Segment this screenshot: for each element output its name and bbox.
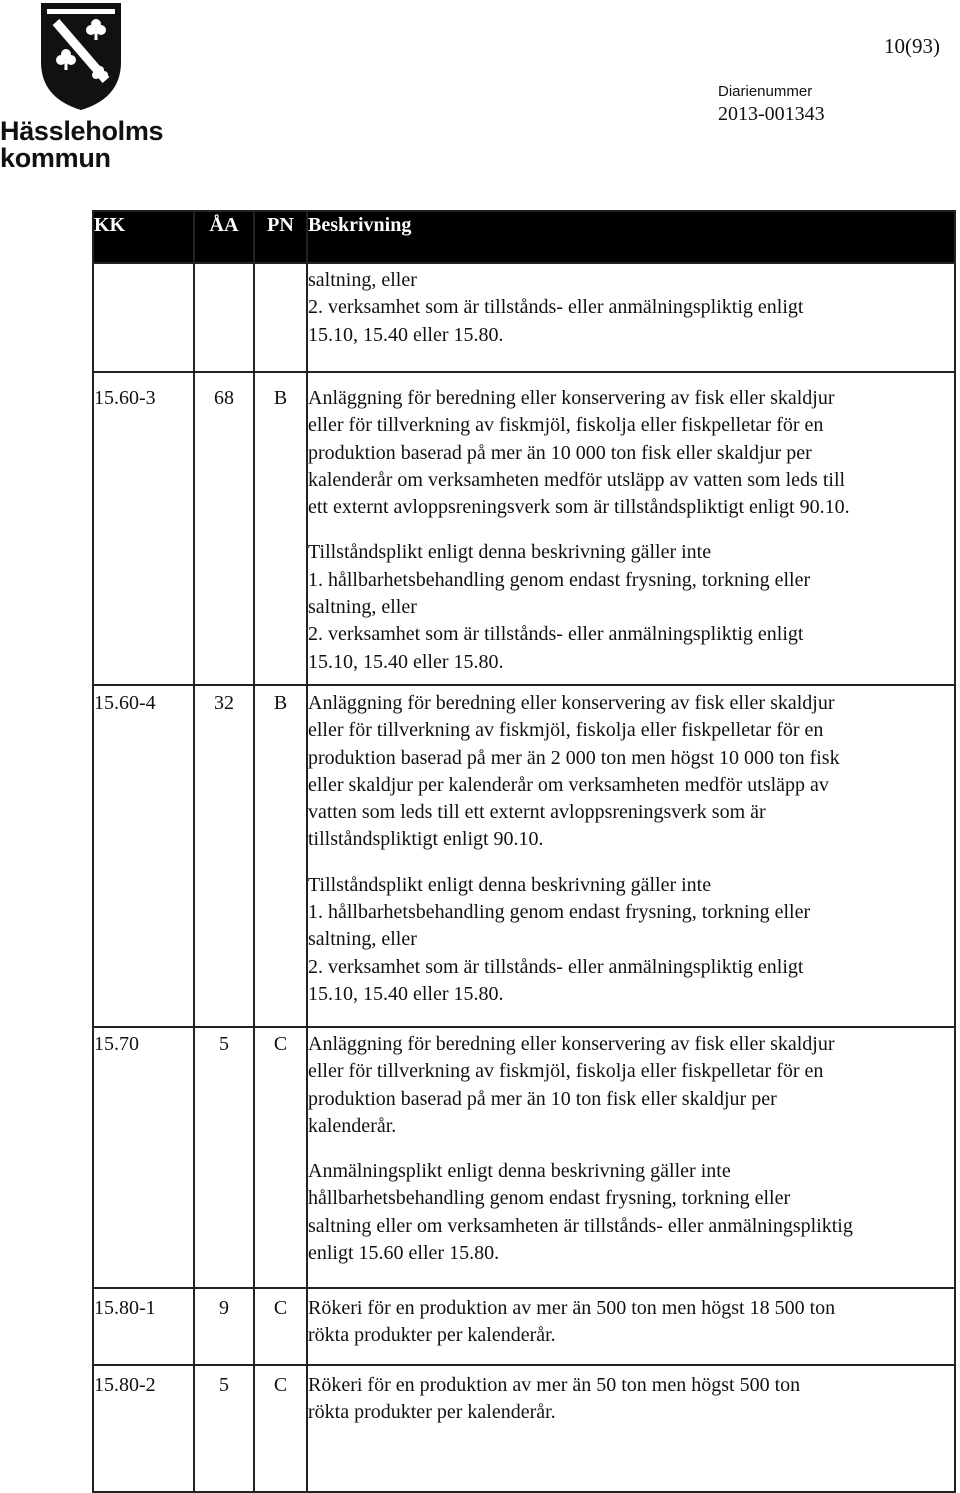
desc-line: 2. verksamhet som är tillstånds- eller anmälningspliktig enligt: [308, 296, 804, 319]
column-header-pn: PN: [254, 211, 307, 263]
exception-line: Anmälningsplikt enligt denna beskrivning gäller inte: [308, 1160, 731, 1183]
aa-value: 5: [194, 1027, 254, 1288]
desc-line: kalenderår om verksamheten medför utsläpp av vatten som leds till: [308, 468, 846, 491]
column-header-description: Beskrivning: [307, 211, 955, 263]
kk-code: 15.80-2: [93, 1365, 194, 1492]
desc-line: Anläggning för beredning eller konservering av fisk eller skaldjur: [308, 387, 835, 409]
pn-value: C: [254, 1365, 307, 1492]
diarienummer-value: 2013-001343: [718, 103, 825, 125]
desc-line: eller för tillverkning av fiskmjöl, fiskolja eller fiskpelletar för en: [308, 414, 824, 437]
logo: [0, 0, 172, 175]
table-row: [93, 1365, 955, 1492]
aa-value: 32: [194, 685, 254, 1027]
table-row-continuation: [93, 263, 955, 372]
desc-line: eller för tillverkning av fiskmjöl, fiskolja eller fiskpelletar för en: [308, 1060, 824, 1083]
activity-table: [92, 210, 956, 1493]
table-row: [93, 1027, 955, 1288]
table-header-row: [93, 211, 955, 263]
aa-value: 68: [194, 372, 254, 685]
exception-line: 15.10, 15.40 eller 15.80.: [308, 650, 504, 673]
exception-line: 15.10, 15.40 eller 15.80.: [308, 982, 504, 1005]
desc-line: ett externt avloppsreningsverk som är tillståndspliktigt enligt 90.10.: [308, 496, 850, 519]
exception-line: 2. verksamhet som är tillstånds- eller anmälningspliktig enligt: [308, 623, 804, 646]
column-header-aa: ÅA: [194, 211, 254, 263]
exception-line: enligt 15.60 eller 15.80.: [308, 1242, 500, 1265]
exception-line: hållbarhetsbehandling genom endast frysning, torkning eller: [308, 1187, 791, 1210]
column-header-kk: KK: [93, 211, 194, 263]
pn-value: B: [254, 685, 307, 1027]
pn-value: B: [254, 372, 307, 685]
pn-value: C: [254, 1288, 307, 1365]
desc-line: tillståndspliktigt enligt 90.10.: [308, 828, 544, 851]
exception-line: 2. verksamhet som är tillstånds- eller anmälningspliktig enligt: [308, 955, 804, 978]
aa-value: 9: [194, 1288, 254, 1365]
desc-line: Anläggning för beredning eller konservering av fisk eller skaldjur: [308, 692, 835, 714]
desc-line: Rökeri för en produktion av mer än 50 ton men högst 500 ton: [308, 1374, 801, 1396]
desc-line: produktion baserad på mer än 2 000 ton men högst 10 000 ton fisk: [308, 746, 840, 769]
kk-code: 15.60-3: [93, 372, 194, 685]
organization-name-line1: Hässleholms: [0, 116, 164, 146]
table-row: [93, 372, 955, 685]
desc-line: vatten som leds till ett externt avloppsreningsverk som är: [308, 801, 766, 824]
desc-line: rökta produkter per kalenderår.: [308, 1401, 556, 1424]
table-row: [93, 1288, 955, 1365]
desc-line: produktion baserad på mer än 10 000 ton fisk eller skaldjur per: [308, 441, 812, 464]
exception-line: saltning, eller: [308, 928, 417, 951]
desc-line: produktion baserad på mer än 10 ton fisk eller skaldjur per: [308, 1087, 777, 1110]
kk-code: 15.70: [93, 1027, 194, 1288]
desc-line: 15.10, 15.40 eller 15.80.: [308, 323, 504, 346]
exception-line: saltning eller om verksamheten är tillstånds- eller anmälningspliktig: [308, 1214, 853, 1237]
desc-line: eller skaldjur per kalenderår om verksamheten medför utsläpp av: [308, 773, 829, 796]
exception-line: 1. hållbarhetsbehandling genom endast frysning, torkning eller: [308, 568, 811, 591]
desc-line: rökta produkter per kalenderår.: [308, 1324, 556, 1347]
kk-code: 15.80-1: [93, 1288, 194, 1365]
aa-value: 5: [194, 1365, 254, 1492]
kk-code: 15.60-4: [93, 685, 194, 1027]
exception-line: saltning, eller: [308, 596, 417, 619]
pn-value: C: [254, 1027, 307, 1288]
organization-name-line2: kommun: [0, 143, 111, 173]
desc-line: Rökeri för en produktion av mer än 500 ton men högst 18 500 ton: [308, 1297, 836, 1319]
exception-line: Tillståndsplikt enligt denna beskrivning gäller inte: [308, 873, 712, 896]
exception-line: 1. hållbarhetsbehandling genom endast frysning, torkning eller: [308, 901, 811, 924]
table-row: [93, 685, 955, 1027]
desc-line: saltning, eller: [308, 269, 417, 291]
exception-line: Tillståndsplikt enligt denna beskrivning gäller inte: [308, 541, 712, 564]
desc-line: Anläggning för beredning eller konservering av fisk eller skaldjur: [308, 1033, 835, 1055]
desc-line: kalenderår.: [308, 1114, 397, 1137]
page-number: 10(93): [884, 34, 940, 58]
diarienummer-label: Diarienummer: [718, 83, 813, 100]
desc-line: eller för tillverkning av fiskmjöl, fiskolja eller fiskpelletar för en: [308, 719, 824, 742]
coat-of-arms-icon: [38, 0, 124, 112]
